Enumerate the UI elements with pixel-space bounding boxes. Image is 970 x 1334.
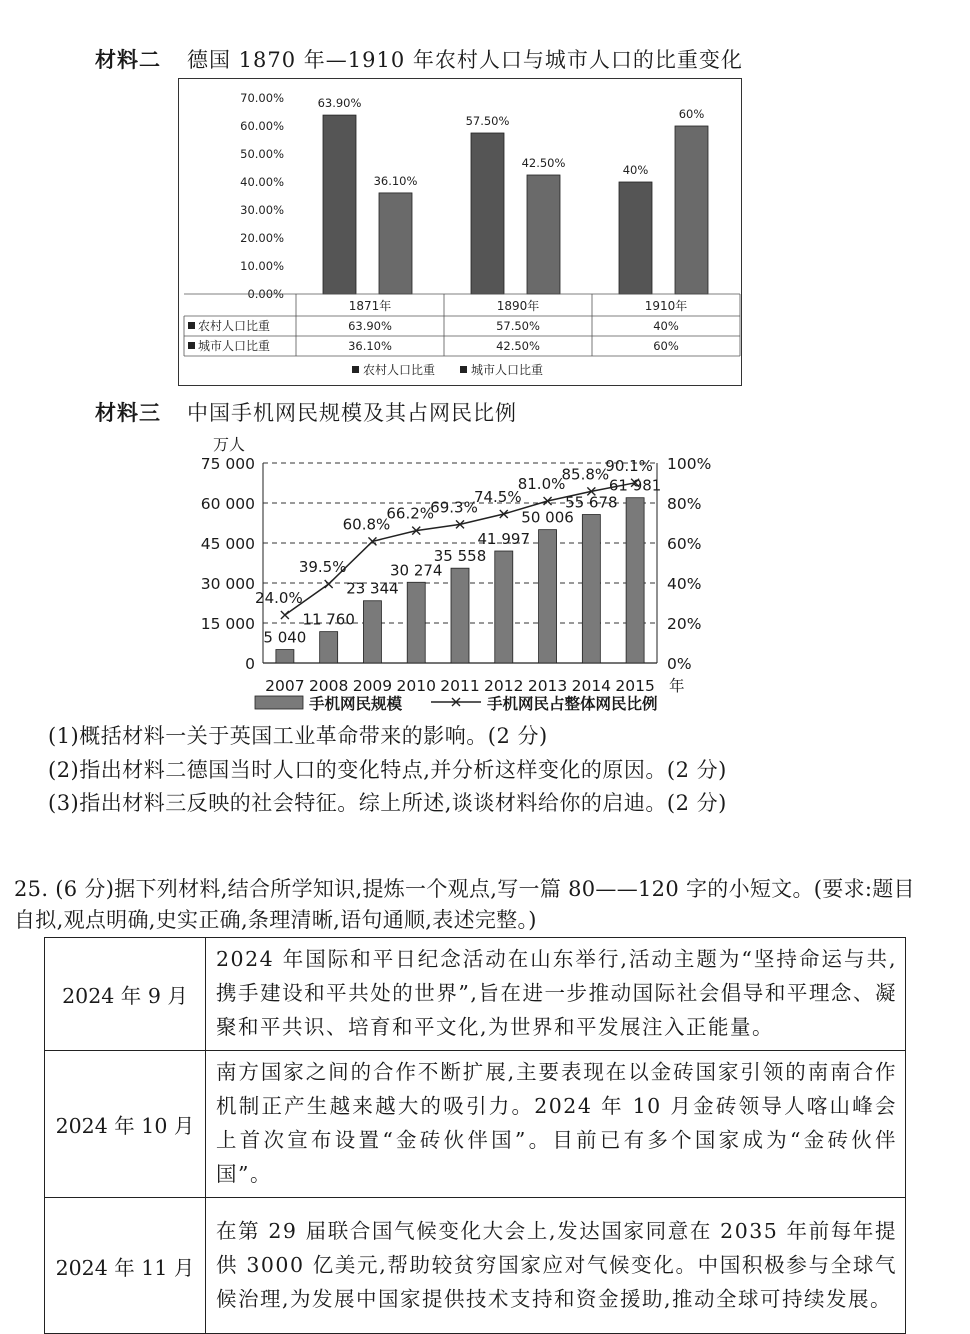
right-tick-label: 20% [667,615,702,633]
left-tick-label: 75 000 [200,455,255,473]
chart2-mobile-netizens [195,430,725,720]
event-description: 在第 29 届联合国气候变化大会上,发达国家同意在 2035 年前每年提供 3000 亿美元,帮助较贫穷国家应对气候变化。中国积极参与全球气候治理,为发展中国家提供技术支持和资金援助,推动全球可持续发展。 [206,1198,906,1334]
bar-urban [675,126,708,294]
data-label: 42.50% [521,156,566,170]
legend-swatch [352,366,359,373]
table-cell: 60% [653,339,679,353]
data-label: 40% [622,163,649,177]
line-value-label: 81.0% [517,475,566,493]
events-table [44,937,906,1334]
y-tick-label: 20.00% [240,231,284,245]
event-description: 2024 年国际和平日纪念活动在山东举行,活动主题为“坚持命运与共,携手建设和平共处的世界”,旨在进一步推动国际社会倡导和平理念、凝聚和平共识、培育和平文化,为世界和平发展注入正能量。 [206,938,906,1051]
table-row-label: 农村人口比重 [198,319,271,333]
bar-rural [323,115,356,294]
bar-mobile-netizens [320,632,338,663]
left-tick-label: 30 000 [200,575,255,593]
bar-mobile-netizens [451,568,469,663]
table-cell: 40% [653,319,679,333]
line-value-label: 85.8% [561,465,610,484]
bar-value-label: 5 040 [263,628,307,647]
left-tick-label: 45 000 [200,535,255,553]
left-tick-label: 15 000 [200,615,255,633]
y-tick-label: 30.00% [240,203,284,217]
question-25-prompt: 25. (6 分)据下列材料,结合所学知识,提炼一个观点,写一篇 80——120 字的小短文。(要求:题目自拟,观点明确,史实正确,条理清晰,语句通顺,表述完整。) [14,877,915,932]
material2-label: 材料二 [95,48,161,72]
data-label: 60% [678,107,705,121]
event-date: 2024 年 9 月 [45,938,206,1051]
y-tick-label: 70.00% [240,91,284,105]
event-date: 2024 年 10 月 [45,1051,206,1198]
category-label: 1890年 [496,299,540,313]
bar-mobile-netizens [495,551,513,663]
bar-urban [527,175,560,294]
x-axis-unit: 年 [669,677,685,695]
event-description: 南方国家之间的合作不断扩展,主要表现在以金砖国家引领的南南合作机制正产生越来越大的吸引力。2024 年 10 月金砖领导人喀山峰会上首次宣布设置“金砖伙伴国”。目前已有多个国家成为“金砖伙伴国”。 [206,1051,906,1198]
right-tick-label: 0% [667,655,692,673]
data-label: 36.10% [373,173,418,188]
line-value-label: 60.8% [342,515,391,534]
bar-value-label: 41 997 [477,530,531,549]
legend-label: 城市人口比重 [471,363,544,377]
bar-value-label: 11 760 [302,610,355,629]
table-cell: 57.50% [496,319,540,333]
left-axis-unit: 万人 [213,435,246,454]
line-value-label: 74.5% [473,488,522,506]
bar-value-label: 35 558 [433,547,487,566]
bar-mobile-netizens [276,650,294,663]
line-point-marker [281,611,289,619]
table-cell: 36.10% [348,339,392,353]
y-tick-label: 50.00% [240,147,284,161]
right-tick-label: 40% [667,575,702,593]
legend-swatch [460,366,467,373]
right-tick-label: 60% [667,535,702,553]
question-1: (1)概括材料一关于英国工业革命带来的影响。(2 分) [48,724,548,748]
y-tick-label: 40.00% [240,175,284,189]
bar-value-label: 50 006 [521,508,574,527]
category-label: 1910年 [644,299,688,313]
table-row [45,1198,906,1334]
material3-title: 中国手机网民规模及其占网民比例 [187,401,517,425]
material2-title: 德国 1870 年—1910 年农村人口与城市人口的比重变化 [187,48,743,72]
question-3: (3)指出材料三反映的社会特征。综上所述,谈谈材料给你的启迪。(2 分) [48,791,727,815]
table-cell: 42.50% [496,339,540,353]
table-row-label: 城市人口比重 [198,339,271,353]
table-cell: 63.90% [348,319,392,333]
bar-value-label: 61 981 [608,476,662,495]
legend-label: 农村人口比重 [363,363,436,377]
line-value-label: 90.1% [605,456,653,475]
material3-label: 材料三 [95,401,161,425]
table-legend-key [188,342,195,349]
legend-swatch-bar [255,696,303,709]
line-value-label: 69.3% [430,498,478,517]
chart1-german-population [178,78,742,386]
event-date: 2024 年 11 月 [45,1198,206,1334]
x-tick-label: 2009 [352,677,393,695]
x-tick-label: 2011 [440,677,480,695]
question-2: (2)指出材料二德国当时人口的变化特点,并分析这样变化的原因。(2 分) [48,758,727,782]
y-tick-label: 10.00% [240,259,284,273]
bar-value-label: 55 678 [565,493,618,512]
right-tick-label: 80% [667,495,702,513]
x-tick-label: 2014 [571,677,612,695]
bar-mobile-netizens [407,582,425,663]
bar-mobile-netizens [626,498,644,663]
x-tick-label: 2015 [615,677,655,695]
bar-rural [619,182,652,294]
bar-value-label: 23 344 [346,579,399,598]
line-value-label: 24.0% [255,589,303,607]
bar-mobile-netizens [582,515,600,663]
data-label: 57.50% [465,114,510,128]
left-tick-label: 0 [245,655,255,673]
legend-label: 手机网民占整体网民比例 [487,695,658,713]
x-tick-label: 2013 [527,677,568,695]
y-tick-label: 60.00% [240,119,284,133]
material3-heading [95,397,517,427]
line-value-label: 39.5% [298,558,347,576]
x-tick-label: 2010 [396,677,436,695]
table-legend-key [188,322,195,329]
material2-heading [95,44,743,74]
x-tick-label: 2008 [308,677,349,695]
line-value-label: 66.2% [386,504,435,523]
y-tick-label: 0.00% [247,287,284,301]
data-label: 63.90% [317,96,362,111]
category-label: 1871年 [348,299,392,313]
bar-urban [379,193,412,294]
x-tick-label: 2012 [484,677,524,695]
right-tick-label: 100% [667,455,712,473]
bar-value-label: 30 274 [389,561,443,580]
x-tick-label: 2007 [265,677,305,695]
table-row [45,1051,906,1198]
bar-mobile-netizens [363,601,381,663]
line-point-marker [325,580,333,588]
bar-rural [471,133,504,294]
bar-mobile-netizens [539,530,557,663]
left-tick-label: 60 000 [200,495,255,513]
table-row [45,938,906,1051]
legend-label: 手机网民规模 [309,695,403,713]
